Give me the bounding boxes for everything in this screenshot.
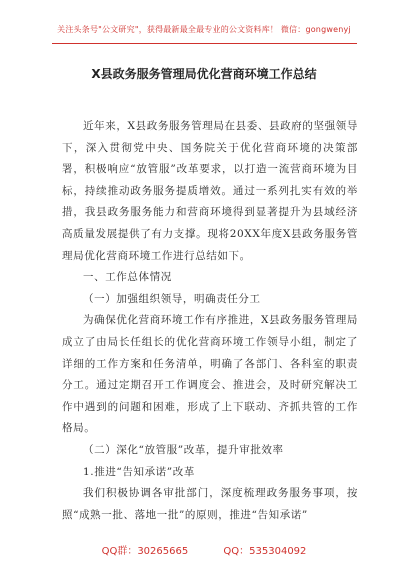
item-heading: 1.推进“告知承诺”改革 (83, 465, 195, 478)
document-body (62, 116, 358, 526)
subsection-paragraph: 为确保优化营商环境工作有序推进，X县政务服务管理局成立了由局长任组长的优化营商环境工作领导小组，制定了详细的工作方案和任务清单，明确了各部门、各科室的职责分工。通过定期召开工作调度会、推进会，及时研究解决工作中遇到的问题和困难，形成了上下联动、齐抓共管的工作格局。 (62, 314, 358, 435)
subsection-heading: （一）加强组织领导，明确责任分工 (83, 292, 261, 305)
subsection-heading-2: （二）深化“放管服”改革，提升审批效率 (83, 443, 284, 456)
item-paragraph: 我们积极协调各审批部门，深度梳理政务服务事项，按照“成熟一批、落地一批”的原则，推进“告知承诺” (62, 487, 358, 521)
header-divider (52, 43, 357, 44)
footer-qq: QQ：535304092 (223, 546, 307, 557)
footer-qq-group: QQ群：30265665 (101, 546, 189, 557)
header-banner: 关注头条号"公文研究"，获得最新最全最专业的公文资料库！ 微信：gongwenyj (57, 25, 351, 34)
document-title: X县政务服务管理局优化营商环境工作总结 (91, 67, 317, 81)
section-heading: 一、工作总体情况 (83, 271, 172, 284)
intro-paragraph: 近年来，X县政务服务管理局在县委、县政府的坚强领导下，深入贯彻党中央、国务院关于优化营商环境的决策部署，积极响应“放管服”改革要求，以打造一流营商环境为目标，持续推动政务服务提质增效。通过一系列扎实有效的举措，我县政务服务能力和营商环境得到显著提升为县域经济高质量发展提供了有力支撑。现将20XX年度X县政务服务管理局优化营商环境工作进行总结如下。 (62, 120, 358, 262)
footer-contacts (0, 542, 408, 557)
